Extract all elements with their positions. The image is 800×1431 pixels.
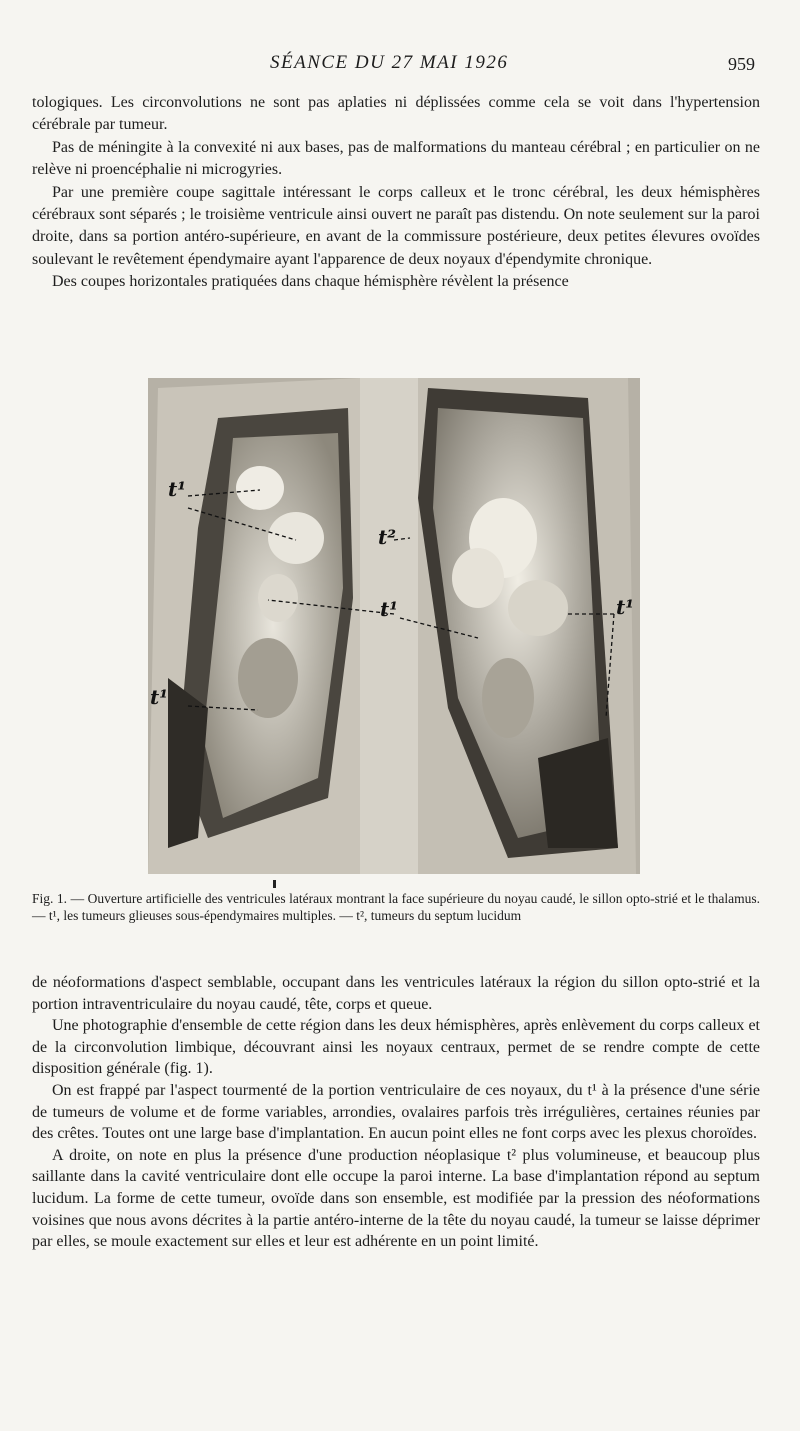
label-t1-center: t¹: [380, 597, 398, 621]
paragraph: A droite, on note en plus la présence d'une production néoplasique t² plus volumineuse, et beaucoup plus saillante dans la cavité ventriculaire dont elle occupe la paroi interne. La base d'implantation répond au septum lucidum. La forme de cette tumeur, ovoïde dans son ensemble, est modifiée par la pression des néoformations voisines que nous avons décrites à la partie antéro-interne de la tête du noyau caudé, la tumeur se laisse déprimer par elles, se moule exactement sur elles et leur est adhérente en un point limité.: [32, 1146, 760, 1251]
label-t1-right: t¹: [616, 595, 634, 619]
body-text-top: [32, 92, 760, 294]
paragraph: tologiques. Les circonvolutions ne sont pas aplaties ni déplissées comme cela se voit dans l'hypertension cérébrale par tumeur.: [32, 94, 760, 134]
running-header: [0, 52, 800, 78]
paragraph: Par une première coupe sagittale intéressant le corps calleux et le tronc cérébral, les deux hémisphères cérébraux sont séparés ; le troisième ventricule ainsi ouvert ne paraît pas distendu. On note seulement sur la paroi droite, dans sa portion antéro-supérieure, en avant de la commissure postérieure, deux petites élevures ovoïdes soulevant le revêtement épendymaire ayant l'apparence de deux noyaux d'épendymite chronique.: [32, 183, 760, 268]
body-text-bottom: [32, 972, 760, 1253]
page-number: 959: [728, 54, 755, 74]
figure-label: Fig. 1.: [32, 891, 68, 906]
caption-text: — Ouverture artificielle des ventricules latéraux montrant la face supérieure du noyau caudé, le sillon opto-strié et le thalamus. — t¹, les tumeurs glieuses sous-épendymaires multiples. — t², tumeurs du septum lucidum: [32, 891, 760, 923]
paragraph: Une photographie d'ensemble de cette région dans les deux hémisphères, après enlèvement du corps calleux et de la circonvolution limbique, découvrant ainsi les noyaux centraux, permet de se rendre compte de cette disposition générale (fig. 1).: [32, 1017, 760, 1078]
paragraph: On est frappé par l'aspect tourmenté de la portion ventriculaire de ces noyaux, du t¹ à la présence d'une série de tumeurs de volume et de forme variables, arrondies, ovalaires parfois très irrégulières, certaines réunies par des crêtes. Toutes ont une large base d'implantation. En aucun point elles ne font corps avec les plexus choroïdes.: [32, 1081, 760, 1143]
paragraph: Des coupes horizontales pratiquées dans chaque hémisphère révèlent la présence: [52, 273, 569, 291]
paragraph: Pas de méningite à la convexité ni aux bases, pas de malformations du manteau cérébral ; en particulier on ne relève ni proencéphalie ni microgyries.: [32, 138, 760, 179]
running-title: SÉANCE DU 27 MAI 1926: [270, 52, 509, 73]
label-t1-bottom-left: t¹: [150, 685, 168, 709]
figure-caption: [32, 890, 760, 924]
label-t2-center: t²: [378, 525, 396, 549]
paragraph: de néoformations d'aspect semblable, occupant dans les ventricules latéraux la région du sillon opto-strié et la portion intraventriculaire du noyau caudé, tête, corps et queue.: [32, 974, 760, 1013]
figure-photograph: [148, 378, 640, 874]
label-t1-top-left: t¹: [168, 477, 186, 501]
print-mark: [273, 880, 276, 888]
